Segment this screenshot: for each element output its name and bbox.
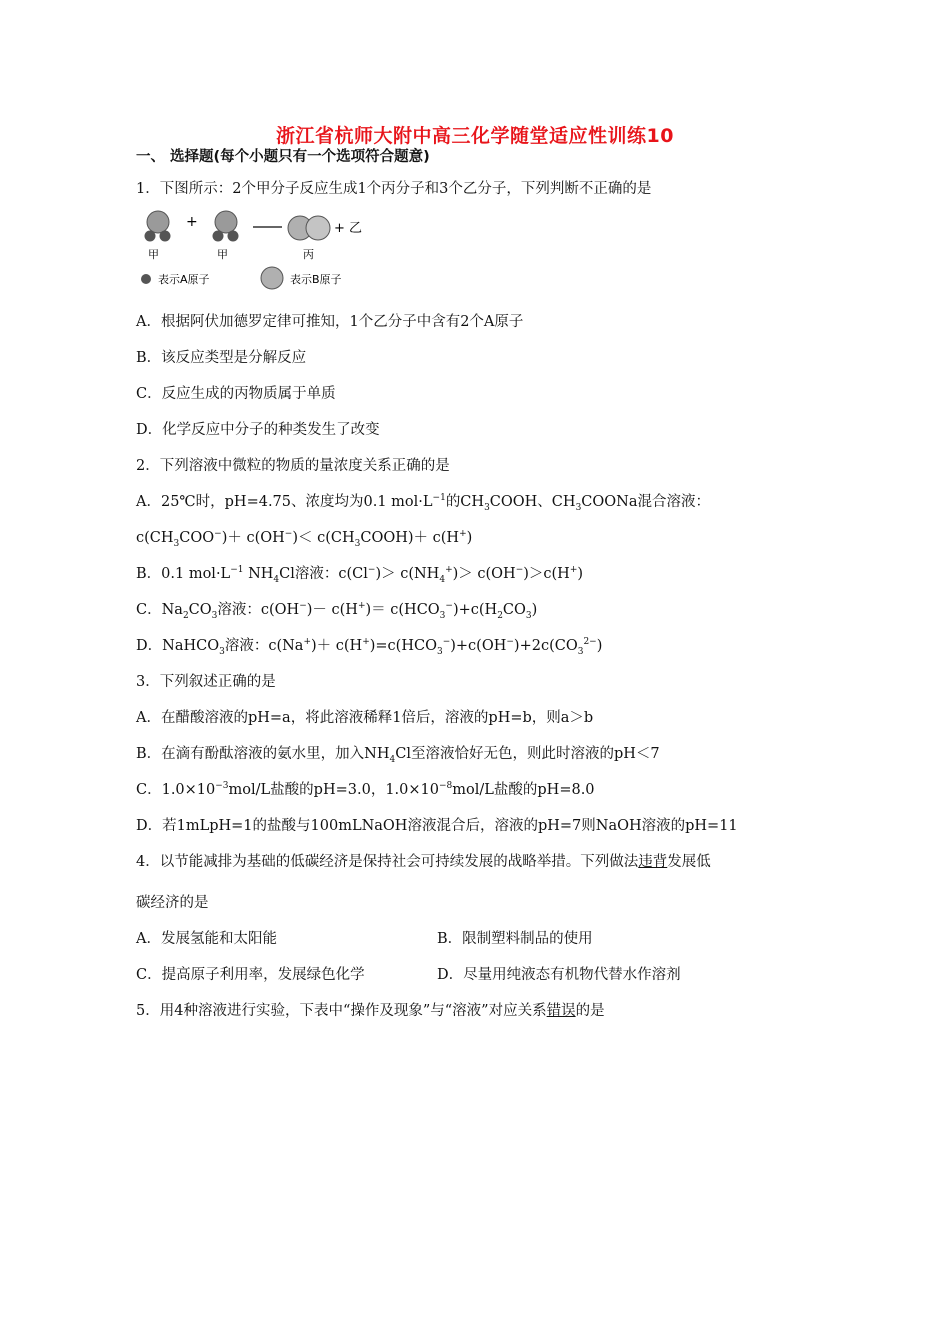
question-5-stem	[136, 1001, 605, 1021]
question-2-stem: 2．下列溶液中微粒的物质的量浓度关系正确的是	[136, 458, 450, 474]
q1-option-c: C．反应生成的丙物质属于单质	[136, 386, 336, 402]
q2-option-d: D．NaHCO$_3$溶液：$c(Na^+)+ c(H^+)=c(HCO_3^-)+c(OH^-)+2c(CO_3^{2-})$	[136, 637, 603, 657]
page-title: 浙江省杭师大附中高三化学随堂适应性训练10	[276, 125, 674, 147]
q3-option-b: B．在滴有酚酞溶液的氨水里，加入$NH_4Cl$至溶液恰好无色，则此时溶液的pH＜7	[136, 746, 660, 765]
label-jia-2: 甲	[217, 248, 228, 261]
q1-option-d: D．化学反应中分子的种类发生了改变	[136, 422, 380, 438]
q4-stem-underlined: 违背	[638, 854, 668, 870]
q4-stem-part-1: 4．以节能减排为基础的低碳经济是保持社会可持续发展的战略举措。下列做法	[136, 854, 639, 870]
question-1-stem: 1．下图所示：2个甲分子反应生成1个丙分子和3个乙分子，下列判断不正确的是	[136, 181, 652, 197]
legend-a-atom-icon	[141, 274, 151, 284]
q2-option-a-expression: $c(CH_3COO^-)+ c(OH^-)<$ $c(CH_3COOH)+ c(H^+)$	[136, 529, 473, 549]
plus-yi-label: + 乙	[334, 221, 363, 236]
q2-option-b: B．0.1 $mol\cdot L^{-1}$ $NH_4Cl$溶液：$c(Cl^-)> c(NH_4^+)> c(OH^-)>c(H^+)$	[136, 565, 584, 585]
legend-b-label: 表示B原子	[290, 273, 342, 286]
question-4-stem	[136, 852, 711, 872]
q1-option-a: A．根据阿伏加德罗定律可推知，1个乙分子中含有2个A原子	[136, 314, 524, 330]
section-heading: 一、 选择题(每个小题只有一个选项符合题意)	[136, 149, 430, 165]
molecule-reaction-diagram	[136, 206, 386, 298]
q3-option-a: A．在醋酸溶液的pH=a，将此溶液稀释1倍后，溶液的pH=b，则a＞b	[136, 710, 594, 726]
q4-stem-part-2: 发展低	[667, 854, 711, 870]
q1-option-b: B．该反应类型是分解反应	[136, 350, 307, 366]
label-bing: 丙	[303, 248, 314, 261]
question-3-stem: 3．下列叙述正确的是	[136, 674, 276, 690]
q4-option-a: A．发展氢能和太阳能	[136, 931, 277, 947]
question-4-stem-line-2: 碳经济的是	[136, 895, 209, 911]
q4-option-d: D．尽量用纯液态有机物代替水作溶剂	[437, 967, 681, 983]
q3-option-d: D．若1mLpH=1的盐酸与100mLNaOH溶液混合后，溶液的pH=7则NaOH溶液的pH=11	[136, 818, 738, 834]
molecule-jia-2	[213, 211, 239, 242]
q5-stem-underlined: 错误	[546, 1003, 576, 1019]
q5-stem-part-2: 的是	[575, 1003, 605, 1019]
molecule-bing	[288, 216, 330, 240]
legend-b-atom-icon	[261, 267, 283, 289]
q5-stem-part-1: 5．用4种溶液进行实验，下表中“操作及现象”与“溶液”对应关系	[136, 1003, 547, 1019]
molecule-jia-1	[145, 211, 171, 242]
q3-option-c: C．$1.0\times 10^{-3}mol/L$盐酸的pH=3.0，$1.0\times 10^{-8}mol/L$盐酸的pH=8.0	[136, 781, 595, 798]
plus-sign: +	[186, 214, 198, 230]
legend-a-label: 表示A原子	[158, 273, 210, 286]
label-jia-1: 甲	[148, 248, 159, 261]
q2-option-a: A．25℃时，pH=4.75、浓度均为0.1 $mol\cdot L^{-1}$的$CH_3COOH$、$CH_3COONa$混合溶液：	[136, 493, 710, 513]
q4-option-c: C．提高原子利用率，发展绿色化学	[136, 967, 365, 983]
q4-option-b: B．限制塑料制品的使用	[437, 931, 593, 947]
q2-option-c: C．$Na_2CO_3$溶液：$c(OH^-)- c(H^+)= c(HCO_3^-)+c(H_2CO_3)$	[136, 601, 538, 621]
